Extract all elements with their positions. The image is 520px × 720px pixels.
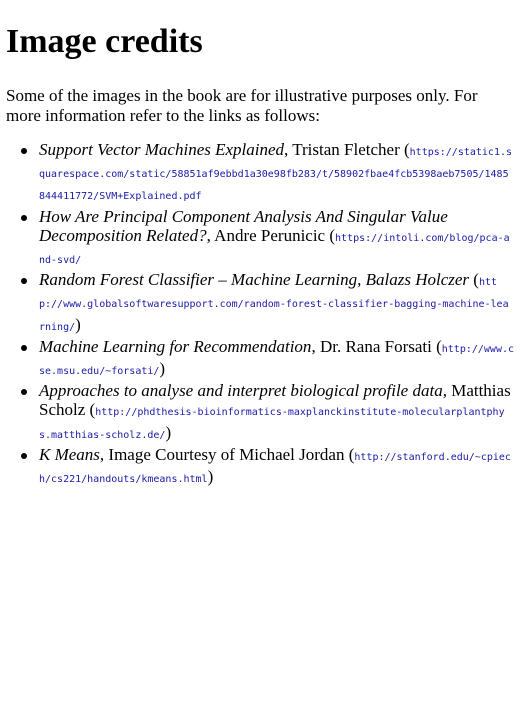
list-item (6, 270, 514, 337)
list-item (6, 381, 514, 445)
page-title: Image credits (6, 23, 203, 60)
credit-author: , Andre Perunicic (206, 225, 330, 245)
bullet-icon (21, 148, 27, 154)
open-paren: ( (89, 400, 96, 420)
open-paren: ( (403, 140, 410, 159)
credit-title: Machine Learning for Recommendation (39, 336, 312, 356)
list-item (6, 445, 514, 489)
credit-title: Approaches to analyse and interpret biological profile data (39, 381, 443, 401)
list-item (6, 207, 514, 271)
credit-author: , Tristan Fletcher (284, 140, 404, 159)
credits-list (6, 140, 514, 489)
credit-link[interactable]: http://phdthesis-bioinformatics-maxplanckinstitute-molecularplantphys.matthias-scholz.de/ (39, 407, 505, 441)
credit-link[interactable]: https://intoli.com/blog/pca-and-svd/ (39, 232, 510, 267)
bullet-icon (21, 215, 27, 221)
credit-author: , Dr. Rana Forsati (311, 336, 437, 356)
credit-title: How Are Principal Component Analysis And Singular Value Decomposition Related? (39, 206, 448, 245)
page (6, 0, 514, 489)
credit-link[interactable]: http://www.cse.msu.edu/~forsati/ (39, 343, 515, 378)
close-paren: ) (165, 422, 172, 442)
close-paren: ) (159, 359, 166, 379)
credit-link[interactable]: http://stanford.edu/~cpiech/cs221/handouts/kmeans.html (39, 451, 511, 486)
list-item (6, 140, 514, 207)
credit-title: K Means (39, 444, 100, 464)
open-paren: ( (473, 270, 479, 290)
open-paren: ( (329, 225, 336, 245)
credit-author: , Image Courtesy of Michael Jordan (99, 444, 349, 464)
list-item (6, 337, 514, 381)
bullet-icon (21, 453, 27, 459)
bullet-icon (21, 278, 27, 284)
credit-link[interactable]: http://www.globalsoftwaresupport.com/random-forest-classifier-bagging-machine-learning/ (39, 277, 509, 333)
close-paren: ) (75, 314, 81, 334)
credit-title: Support Vector Machines Explained (39, 140, 285, 159)
intro-paragraph: Some of the images in the book are for illustrative purposes only. For more information refer to the links as follows: (6, 86, 478, 125)
credit-author: , Matthias Scholz (39, 381, 511, 420)
open-paren: ( (436, 336, 442, 356)
credit-title: Random Forest Classifier – Machine Learning, Balazs Holczer (39, 270, 470, 290)
bullet-icon (21, 389, 27, 395)
open-paren: ( (348, 444, 355, 464)
bullet-icon (21, 345, 27, 351)
credit-link[interactable]: https://static1.squarespace.com/static/58851af9ebbd1a30e98fb283/t/58902fbae4fcb5398aeb7505/1485844411772/SVM+Explained.pdf (39, 147, 513, 203)
close-paren: ) (207, 467, 214, 487)
